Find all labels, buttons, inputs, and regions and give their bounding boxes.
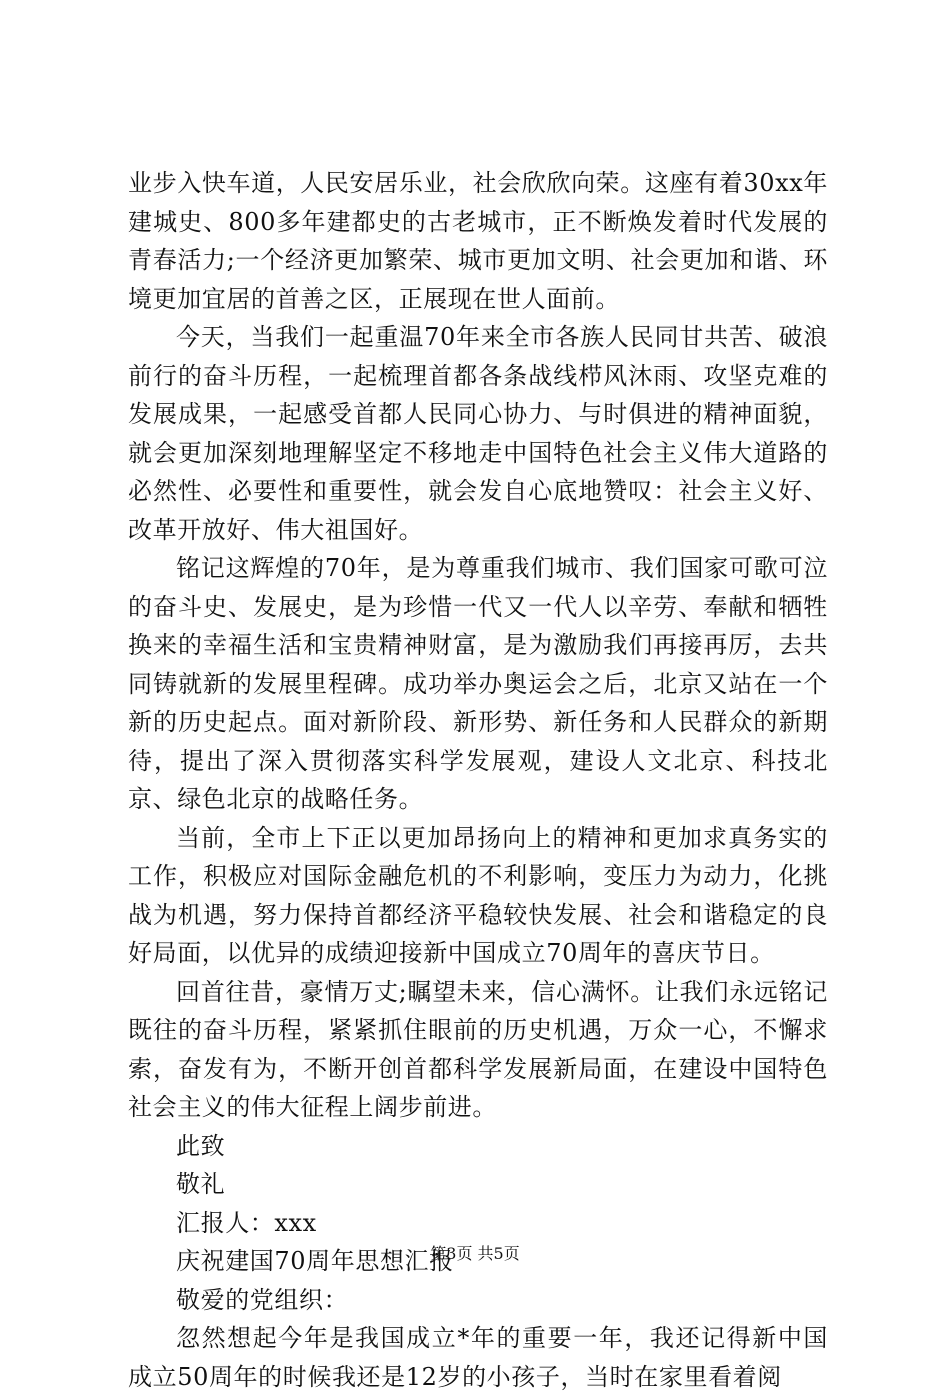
paragraph-4: 当前，全市上下正以更加昂扬向上的精神和更加求真务实的工作，积极应对国际金融危机的不利影响，变压力为动力，化挑战为机遇，努力保持首都经济平稳较快发展、社会和谐稳定的良好局面，以优异的成绩迎接新中国成立70周年的喜庆节日。 (128, 823, 828, 967)
reporter-line: 汇报人：xxx (176, 1208, 317, 1237)
paragraph-3: 铭记这辉煌的70年，是为尊重我们城市、我们国家可歌可泣的奋斗史、发展史，是为珍惜一代又一代人以辛劳、奉献和牺牲换来的幸福生活和宝贵精神财富，是为激励我们再接再厉，去共同铸就新的发展里程碑。成功举办奥运会之后，北京又站在一个新的历史起点。面对新阶段、新形势、新任务和人民群众的新期待，提出了深入贯彻落实科学发展观，建设人文北京、科技北京、绿色北京的战略任务。 (128, 554, 828, 813)
paragraph-2: 今天，当我们一起重温70年来全市各族人民同甘共苦、破浪前行的奋斗历程，一起梳理首都各条战线栉风沐雨、攻坚克难的发展成果，一起感受首都人民同心协力、与时俱进的精神面貌，就会更加深刻地理解坚定不移地走中国特色社会主义伟大道路的必然性、必要性和重要性，就会发自心底地赞叹：社会主义好、改革开放好、伟大祖国好。 (128, 323, 828, 544)
paragraph-1: 业步入快车道，人民安居乐业，社会欣欣向荣。这座有着30xx年建城史、800多年建都史的古老城市，正不断焕发着时代发展的青春活力;一个经济更加繁荣、城市更加文明、社会更加和谐、环境更加宜居的首善之区，正展现在世人面前。 (128, 169, 828, 313)
paragraph-5: 回首往昔，豪情万丈;瞩望未来，信心满怀。让我们永远铭记既往的奋斗历程，紧紧抓住眼前的历史机遇，万众一心，不懈求索，奋发有为，不断开创首都科学发展新局面，在建设中国特色社会主义的伟大征程上阔步前进。 (128, 977, 828, 1121)
page-footer: 第3页 共5页 (430, 1244, 520, 1263)
document-body (128, 164, 828, 1396)
salutation: 敬爱的党组织： (176, 1285, 349, 1314)
paragraph-6: 忽然想起今年是我国成立*年的重要一年，我还记得新中国成立50周年的时候我还是12岁的小孩子，当时在家里看着阅 (128, 1324, 828, 1391)
closing-jingli: 敬礼 (176, 1170, 226, 1198)
next-report-title: 庆祝建国70周年思想汇报 (176, 1247, 454, 1275)
closing-cizhi: 此致 (176, 1131, 226, 1160)
